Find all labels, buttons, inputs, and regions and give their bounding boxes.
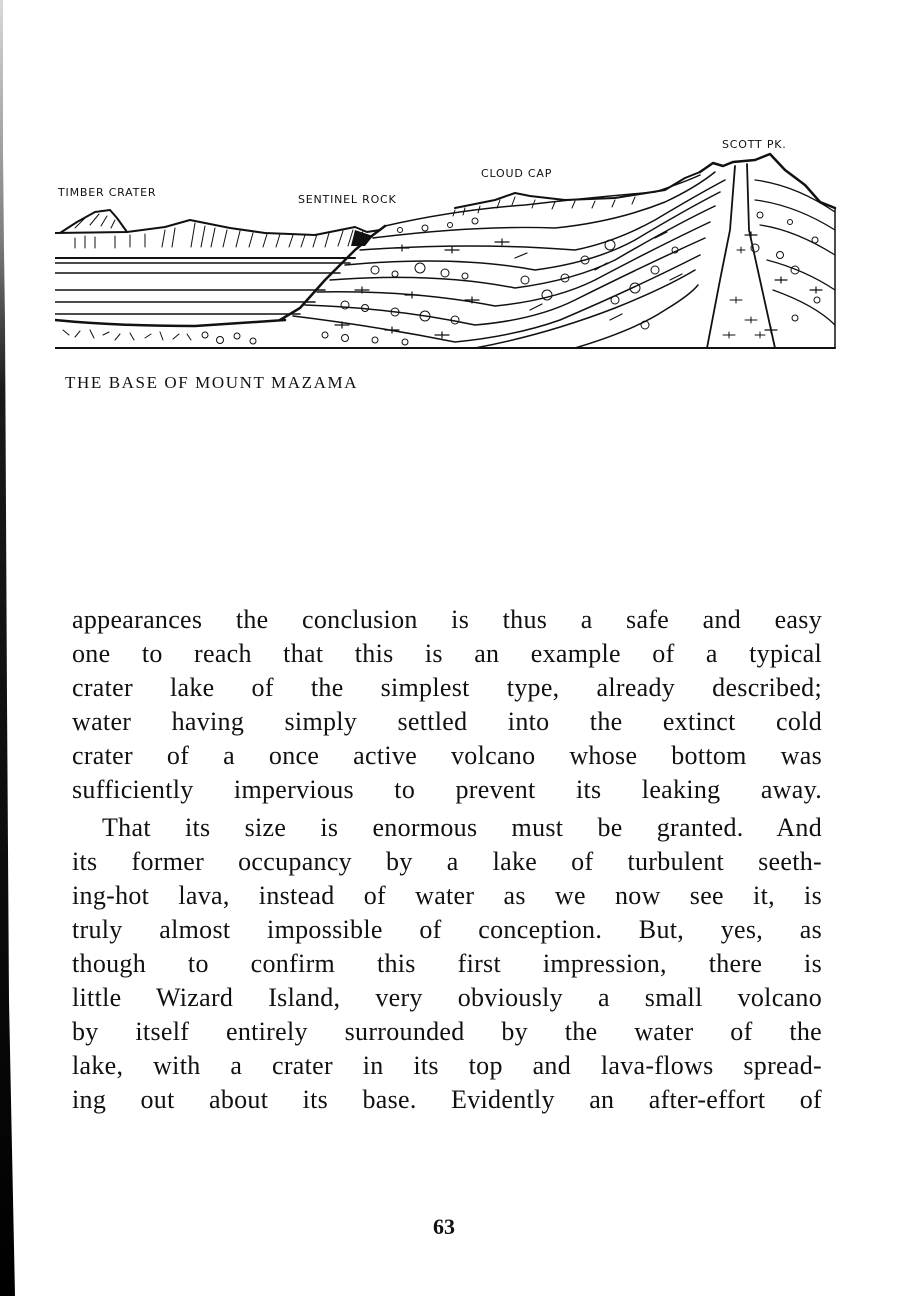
text-line: water having simply settled into the extinct cold xyxy=(72,707,822,736)
text-line: one to reach that this is an example of a typical xyxy=(72,639,822,668)
text-line: lake, with a crater in its top and lava-flows spread- xyxy=(72,1051,822,1080)
body-text xyxy=(72,603,822,1117)
label-scott-peak: SCOTT PK. xyxy=(722,138,787,151)
label-timber-crater: TIMBER CRATER xyxy=(58,186,157,199)
text-line: sufficiently impervious to prevent its leaking away. xyxy=(72,775,822,804)
text-line: crater of a once active volcano whose bottom was xyxy=(72,741,822,770)
cross-section-illustration xyxy=(55,130,840,355)
figure-caption: THE BASE OF MOUNT MAZAMA xyxy=(65,373,359,392)
paragraph-1 xyxy=(72,603,822,807)
page-number: 63 xyxy=(433,1214,455,1239)
conglomerate-pebbles xyxy=(322,212,820,345)
label-cloud-cap: CLOUD CAP xyxy=(481,167,553,180)
lake-floor xyxy=(55,320,285,326)
label-sentinel-rock: SENTINEL ROCK xyxy=(298,193,397,206)
text-line: That its size is enormous must be granted. And xyxy=(102,813,822,842)
text-line: truly almost impossible of conception. But, yes, as xyxy=(72,915,822,944)
text-line: though to confirm this first impression, there is xyxy=(72,949,822,978)
geologic-cross-section-figure xyxy=(55,130,840,355)
volcanic-vent xyxy=(707,164,775,348)
timber-crater-peak xyxy=(60,210,127,233)
text-line: ing out about its base. Evidently an after-effort of xyxy=(72,1085,822,1114)
scan-binding-edge xyxy=(0,0,16,1296)
text-line: its former occupancy by a lake of turbulent seeth- xyxy=(72,847,822,876)
text-line: little Wizard Island, very obviously a small volcano xyxy=(72,983,822,1012)
lava-flow-marks xyxy=(335,232,822,338)
text-line: appearances the conclusion is thus a safe and easy xyxy=(72,605,822,634)
lake-floor-rock xyxy=(63,330,256,344)
text-line: ing-hot lava, instead of water as we now see it, is xyxy=(72,881,822,910)
paragraph-2 xyxy=(72,811,822,1117)
text-line: by itself entirely surrounded by the water of the xyxy=(72,1017,822,1046)
text-line: crater lake of the simplest type, already described; xyxy=(72,673,822,702)
vent-fill-marks xyxy=(723,247,765,338)
